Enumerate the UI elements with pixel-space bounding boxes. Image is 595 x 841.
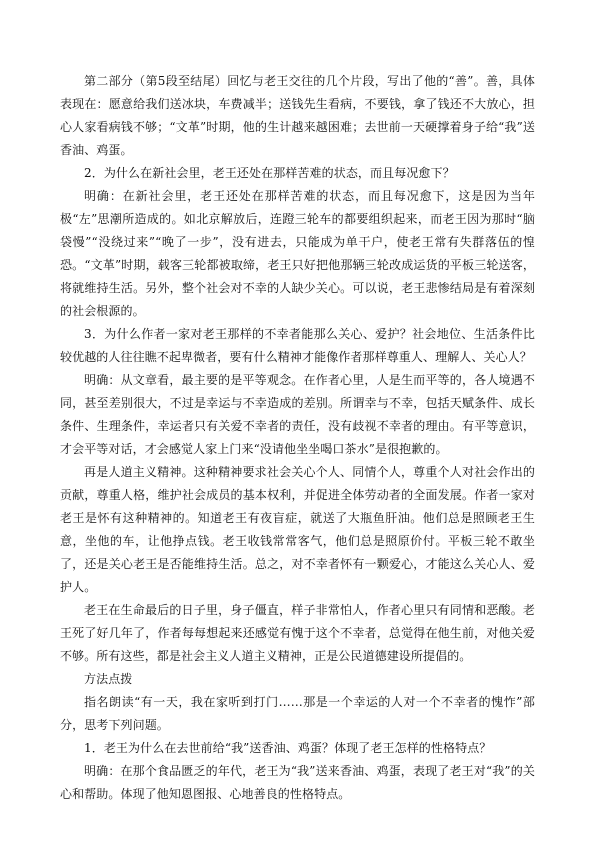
question-3: 3．为什么作者一家对老王那样的不幸者能那么关心、爱护？社会地位、生活条件比较优越的人往往瞧不起卑微者，要有什么精神才能像作者那样尊重人、理解人、关心人？ <box>60 327 535 364</box>
answer-3-humanism: 再是人道主义精神。这种精神要求社会关心个人、同情个人，尊重个人对社会作出的贡献，尊重人格，维护社会成员的基本权利，并促进全体劳动者的全面发展。作者一家对老王是怀有这种精神的。知道老王有夜盲症，就送了大瓶鱼肝油。他们总是照顾老王生意，坐他的车，让他挣点钱。老王收钱常常客气，他们总是照原价付。平板三轮不敢坐了，还是关心老王是否能维持生活。总之，对不幸者怀有一颗爱心，才能这么关心人、爱护人。 <box>60 465 535 594</box>
paragraph-part-two-summary: 第二部分（第5段至结尾）回忆与老王交往的几个片段，写出了他的“善”。善，具体表现在：愿意给我们送冰块，车费减半；送钱先生看病，不要钱，拿了钱还不大放心，担心人家看病钱不够；“文革”时期，他的生计越来越困难；去世前一天硬撑着身子给“我”送香油、鸡蛋。 <box>60 74 535 157</box>
answer-3-equality: 明确：从文章看，最主要的是平等观念。在作者心里，人是生而平等的，各人境遇不同，甚至差别很大，不过是幸运与不幸造成的差别。所谓幸与不幸，包括天赋条件、成长条件、生理条件，幸运者只有关爱不幸者的责任，没有歧视不幸者的理由。有平等意识，才会平等对话，才会感觉人家上门来“没请他坐坐喝口茶水”是很抱歉的。 <box>60 373 535 456</box>
answer-2: 明确：在新社会里，老王还处在那样苦难的状态，而且每况愈下，这是因为当年极“左”思潮所造成的。如北京解放后，连蹬三轮车的都要组织起来，而老王因为那时“脑袋慢”“没绕过来”“晚了一步”，没有进去，只能成为单干户，使老王常有失群落伍的惶恐。“文革”时期，载客三轮都被取缔，老王只好把他那辆三轮改成运货的平板三轮送客，将就维持生活。另外，整个社会对不幸的人缺少关心。可以说，老王悲惨结局是有着深刻的社会根源的。 <box>60 189 535 318</box>
reading-instruction: 指名朗读“有一天，我在家听到打门……那是一个幸运的人对一个不幸者的愧怍”部分，思考下列问题。 <box>60 695 535 732</box>
answer-3-conclusion: 老王在生命最后的日子里，身子僵直，样子非常怕人，作者心里只有同情和恶酸。老王死了好几年了，作者每每想起来还感觉有愧于这个不幸者，总觉得在他生前，对他关爱不够。所有这些，都是社会主义人道主义精神，正是公民道德建设所提倡的。 <box>60 603 535 663</box>
question-2: 2．为什么在新社会里，老王还处在那样苦难的状态，而且每况愈下？ <box>84 166 455 180</box>
method-question-1: 1．老王为什么在去世前给“我”送香油、鸡蛋？体现了老王怎样的性格特点？ <box>84 741 492 755</box>
section-heading-method: 方法点拨 <box>84 672 133 686</box>
method-answer-1: 明确：在那个食品匮乏的年代，老王为“我”送来香油、鸡蛋，表现了老王对“我”的关心和帮助。体现了他知恩图报、心地善良的性格特点。 <box>60 764 535 801</box>
